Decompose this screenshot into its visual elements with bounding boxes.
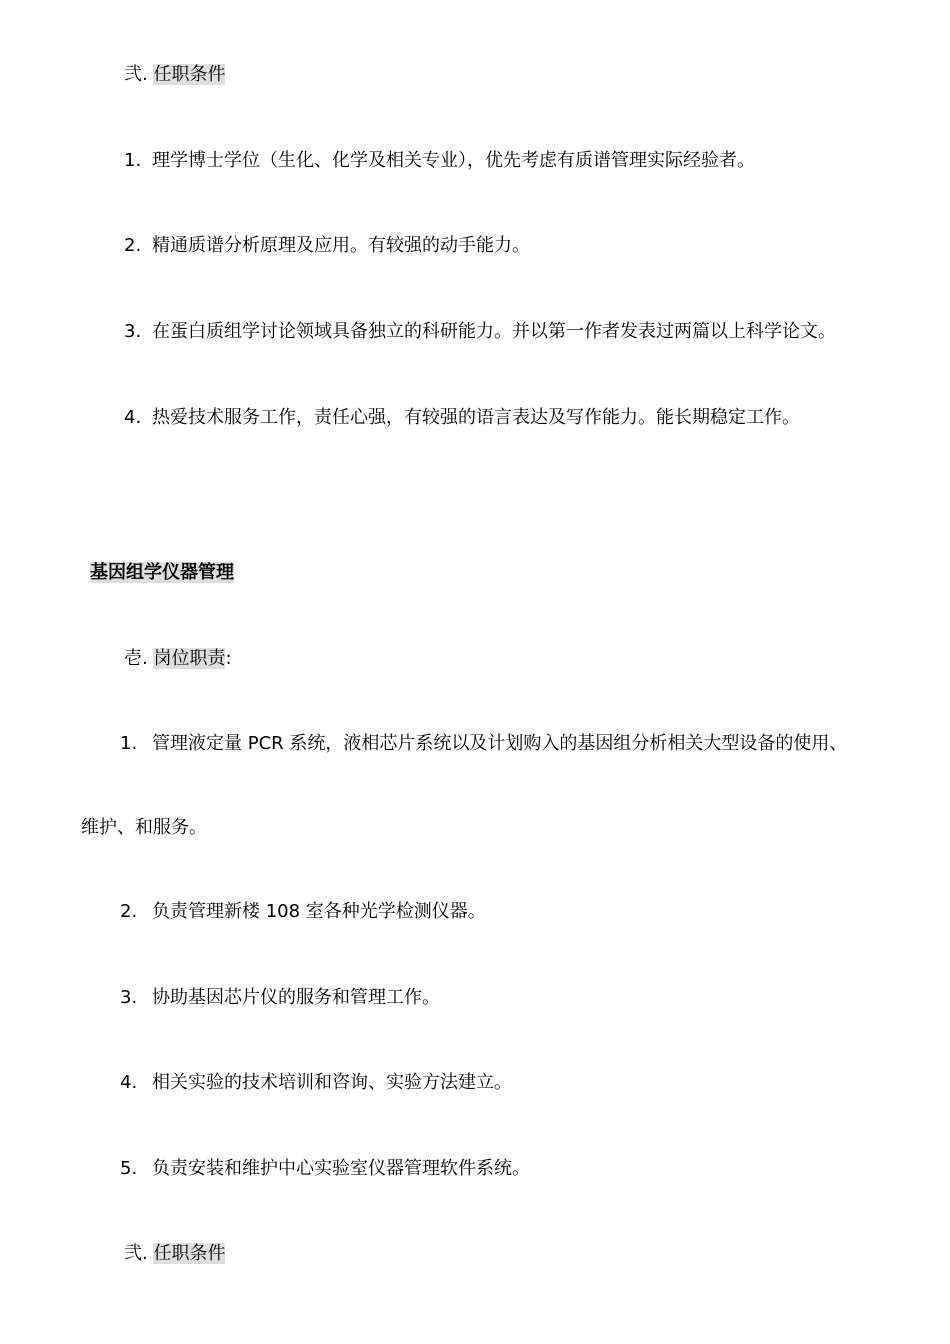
list-item-number: 1.: [124, 150, 142, 171]
list-item-text: 维护、和服务。: [81, 817, 207, 838]
list-item-text: 负责管理新楼 108 室各种光学检测仪器。: [152, 901, 486, 922]
list-item: [124, 319, 836, 345]
list-item-text: 管理液定量 PCR 系统，液相芯片系统以及计划购入的基因组分析相关大型设备的使用、: [152, 733, 848, 754]
list-item-number: 3.: [120, 987, 138, 1008]
list-item-text: 负责安装和维护中心实验室仪器管理软件系统。: [152, 1158, 530, 1179]
list-item-number: 4.: [124, 407, 142, 428]
list-item: [124, 233, 530, 259]
heading-prefix: 壱.: [124, 648, 148, 669]
list-item: [120, 985, 440, 1011]
heading-prefix: 弐.: [124, 1243, 148, 1264]
list-item-number: 2.: [120, 901, 138, 922]
list-item-text: 相关实验的技术培训和咨询、实验方法建立。: [152, 1072, 512, 1093]
section-title-text: 基因组学仪器管理: [90, 562, 234, 583]
list-item-text: 在蛋白质组学讨论领域具备独立的科研能力。并以第一作者发表过两篇以上科学论文。: [152, 321, 836, 342]
heading-suffix: :: [225, 648, 232, 669]
section-title: [90, 560, 234, 586]
list-item: [120, 731, 847, 757]
list-item: [120, 1070, 512, 1096]
heading-text: 任职条件: [153, 64, 226, 85]
list-item-number: 3.: [124, 321, 142, 342]
list-item: [124, 148, 755, 174]
list-item-text: 热爱技术服务工作，责任心强，有较强的语言表达及写作能力。能长期稳定工作。: [152, 407, 800, 428]
list-item-number: 4.: [120, 1072, 138, 1093]
list-item-text: 精通质谱分析原理及应用。有较强的动手能力。: [152, 235, 530, 256]
list-item-number: 1.: [120, 733, 138, 754]
list-item-number: 5.: [120, 1158, 138, 1179]
heading-text: 岗位职责: [153, 648, 226, 669]
requirements-heading: [124, 62, 225, 88]
list-item: [120, 1156, 530, 1182]
list-item-number: 2.: [124, 235, 142, 256]
list-item: [124, 405, 800, 431]
duties-heading: [124, 646, 232, 672]
list-item-text: 理学博士学位（生化、化学及相关专业），优先考虑有质谱管理实际经验者。: [152, 150, 755, 171]
list-item: [120, 899, 486, 925]
list-item-text: 协助基因芯片仪的服务和管理工作。: [152, 987, 440, 1008]
heading-text: 任职条件: [153, 1243, 226, 1264]
list-item-continuation: [81, 815, 207, 841]
heading-prefix: 弐.: [124, 64, 148, 85]
requirements-heading: [124, 1241, 225, 1267]
